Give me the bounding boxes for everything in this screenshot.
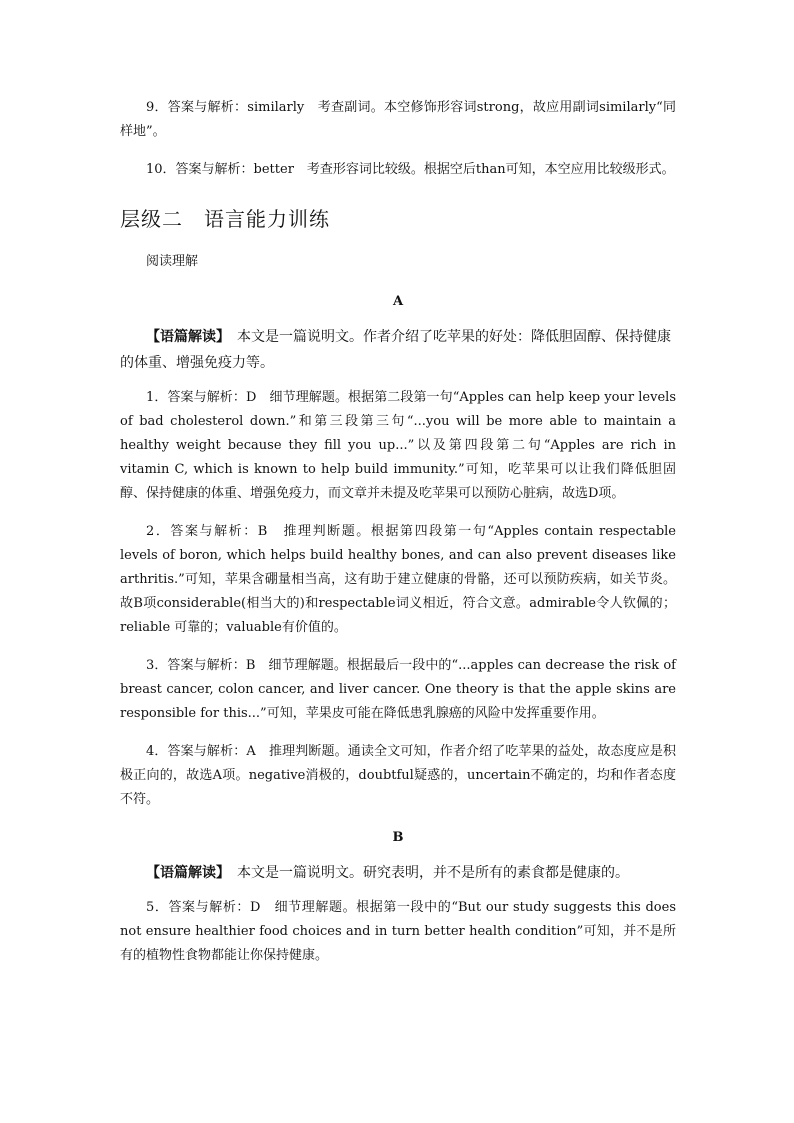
answer-4: 4．答案与解析：A 推理判断题。通读全文可知，作者介绍了吃苹果的益处，故态度应是积极正向的，故选A项。negative消极的，doubtful疑惑的，uncertain不确定的，均和作者态度不符。 bbox=[120, 744, 676, 807]
answer-9: 9．答案与解析：similarly 考查副词。本空修饰形容词strong，故应用副词similarly“同样地”。 bbox=[120, 100, 676, 139]
passage-b-intro bbox=[120, 860, 676, 886]
intro-tag: 【语篇解读】 bbox=[146, 329, 223, 345]
intro-text: 本文是一篇说明文。研究表明，并不是所有的素食都是健康的。 bbox=[223, 865, 629, 881]
answer-5: 5．答案与解析：D 细节理解题。根据第一段中的“But our study suggests this does not ensure healthier food choices and in turn better health condition”可知，并不是所有的植物性食物都能让你保持健康。 bbox=[120, 900, 676, 963]
passage-a-label: A bbox=[392, 294, 404, 309]
passage-b-label: B bbox=[392, 830, 404, 845]
answer-10: 10．答案与解析：better 考查形容词比较级。根据空后than可知，本空应用比较级形式。 bbox=[146, 162, 675, 177]
section-title: 层级二 语言能力训练 bbox=[120, 207, 330, 231]
answer-1: 1．答案与解析：D 细节理解题。根据第二段第一句“Apples can help keep your levels of bad cholesterol down.”和第三段第三句“...you will be more able to maintain a healthy weight because they fill you up...”以及第四段第二句“Apples are rich in vitamin C, which is known to help build immunity.”可知，吃苹果可以让我们降低胆固醇、保持健康的体重、增强免疫力，而文章并未提及吃苹果可以预防心脏病，故选D项。 bbox=[120, 390, 676, 501]
section-subtitle: 阅读理解 bbox=[146, 254, 199, 269]
passage-a-intro bbox=[120, 324, 676, 376]
document-page bbox=[120, 96, 676, 968]
answer-2: 2．答案与解析：B 推理判断题。根据第四段第一句“Apples contain respectable levels of boron, which helps build healthy bones, and can also prevent diseases like arthritis.”可知，苹果含硼量相当高，这有助于建立健康的骨骼，还可以预防疾病，如关节炎。故B项considerable(相当大的)和respectable词义相近，符合文意。admirable令人钦佩的；reliable 可靠的；valuable有价值的。 bbox=[120, 524, 676, 635]
answer-3: 3．答案与解析：B 细节理解题。根据最后一段中的“...apples can decrease the risk of breast cancer, colon cancer, and liver cancer. One theory is that the apple skins are responsible for this...”可知，苹果皮可能在降低患乳腺癌的风险中发挥重要作用。 bbox=[120, 658, 676, 721]
intro-tag: 【语篇解读】 bbox=[146, 865, 223, 881]
intro-text: 本文是一篇说明文。作者介绍了吃苹果的好处：降低胆固醇、保持健康的体重、增强免疫力等。 bbox=[120, 329, 671, 371]
